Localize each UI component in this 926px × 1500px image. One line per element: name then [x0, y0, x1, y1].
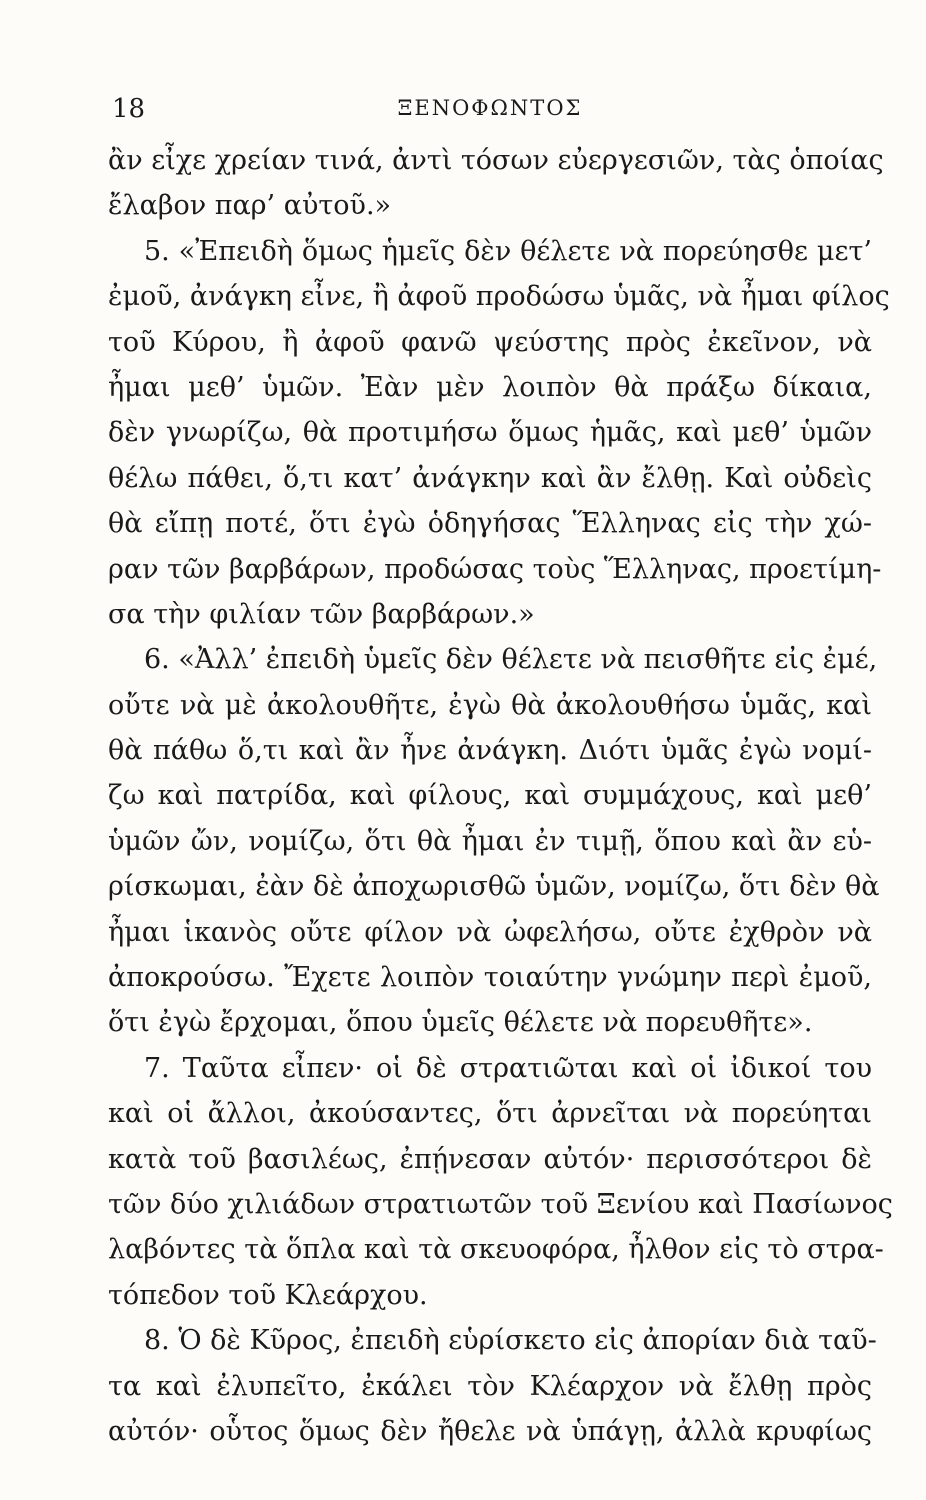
page-number: 18: [112, 94, 146, 124]
text-line: ἔλαβον παρ’ αὐτοῦ.»: [108, 190, 392, 222]
text-line: κατὰ τοῦ βασιλέως, ἐπῄνεσαν αὐτόν· περισσότεροι δὲ: [108, 1143, 872, 1175]
text-line: οὔτε νὰ μὲ ἀκολουθῆτε, ἐγὼ θὰ ἀκολουθήσω ὑμᾶς, καὶ: [108, 689, 872, 721]
body-text: [108, 138, 893, 1454]
text-line: ἀποκρούσω. Ἔχετε λοιπὸν τοιαύτην γνώμην περὶ ἐμοῦ,: [108, 962, 872, 994]
text-line: ρίσκωμαι, ἐὰν δὲ ἀποχωρισθῶ ὑμῶν, νομίζω, ὅτι δὲν θὰ: [108, 871, 880, 903]
text-line: ἐμοῦ, ἀνάγκη εἶνε, ἢ ἀφοῦ προδώσω ὑμᾶς, νὰ ἦμαι φίλος: [108, 281, 890, 313]
text-line: θὰ πάθω ὅ,τι καὶ ἂν ἦνε ἀνάγκη. Διότι ὑμᾶς ἐγὼ νομί-: [108, 735, 872, 767]
running-title: ΞΕΝΟΦΩΝΤΟΣ: [397, 96, 583, 120]
text-line: ἦμαι ἱκανὸς οὔτε φίλον νὰ ὠφελήσω, οὔτε ἐχθρὸν νὰ: [108, 916, 872, 948]
text-line: 6. «Ἀλλ’ ἐπειδὴ ὑμεῖς δὲν θέλετε νὰ πεισθῆτε εἰς ἐμέ,: [144, 644, 878, 676]
text-line: ἂν εἶχε χρείαν τινά, ἀντὶ τόσων εὐεργεσιῶν, τὰς ὁποίας: [108, 145, 884, 176]
text-line: 5. «Ἐπειδὴ ὅμως ἡμεῖς δὲν θέλετε νὰ πορεύησθε μετ’: [144, 235, 872, 267]
text-line: δὲν γνωρίζω, θὰ προτιμήσω ὅμως ἡμᾶς, καὶ μεθ’ ὑμῶν: [108, 417, 872, 449]
text-line: 7. Ταῦτα εἶπεν· οἱ δὲ στρατιῶται καὶ οἱ ἰδικοί του: [144, 1052, 872, 1084]
text-line: ραν τῶν βαρβάρων, προδώσας τοὺς Ἕλληνας, προετίμη-: [108, 553, 882, 585]
text-line: ἦμαι μεθ’ ὑμῶν. Ἐὰν μὲν λοιπὸν θὰ πράξω δίκαια,: [108, 371, 872, 403]
text-line: θέλω πάθει, ὅ,τι κατ’ ἀνάγκην καὶ ἂν ἔλθῃ. Καὶ οὐδεὶς: [108, 462, 872, 494]
page-header: [108, 88, 872, 128]
text-line: τοῦ Κύρου, ἢ ἀφοῦ φανῶ ψεύστης πρὸς ἐκεῖνον, νὰ: [108, 326, 872, 358]
text-line: ὑμῶν ὤν, νομίζω, ὅτι θὰ ἦμαι ἐν τιμῇ, ὅπου καὶ ἂν εὑ-: [108, 825, 872, 857]
text-line: ζω καὶ πατρίδα, καὶ φίλους, καὶ συμμάχους, καὶ μεθ’: [108, 780, 872, 812]
book-page: [108, 88, 893, 1454]
text-line: τῶν δύο χιλιάδων στρατιωτῶν τοῦ Ξενίου καὶ Πασίωνος: [108, 1188, 893, 1220]
text-line: 8. Ὁ δὲ Κῦρος, ἐπειδὴ εὑρίσκετο εἰς ἀπορίαν διὰ ταῦ-: [144, 1325, 877, 1357]
text-line: λαβόντες τὰ ὅπλα καὶ τὰ σκευοφόρα, ἦλθον εἰς τὸ στρα-: [108, 1234, 884, 1266]
text-line: ὅτι ἐγὼ ἔρχομαι, ὅπου ὑμεῖς θέλετε νὰ πορευθῆτε».: [108, 1007, 813, 1039]
text-line: σα τὴν φιλίαν τῶν βαρβάρων.»: [108, 598, 535, 630]
text-line: θὰ εἴπῃ ποτέ, ὅτι ἐγὼ ὁδηγήσας Ἕλληνας εἰς τὴν χώ-: [108, 508, 872, 540]
text-line: τόπεδον τοῦ Κλεάρχου.: [108, 1279, 428, 1311]
text-line: καὶ οἱ ἄλλοι, ἀκούσαντες, ὅτι ἀρνεῖται νὰ πορεύηται: [108, 1098, 872, 1130]
text-line: τα καὶ ἐλυπεῖτο, ἐκάλει τὸν Κλέαρχον νὰ ἔλθῃ πρὸς: [108, 1370, 872, 1402]
text-line: αὐτόν· οὗτος ὅμως δὲν ἤθελε νὰ ὑπάγῃ, ἀλλὰ κρυφίως: [108, 1415, 872, 1447]
